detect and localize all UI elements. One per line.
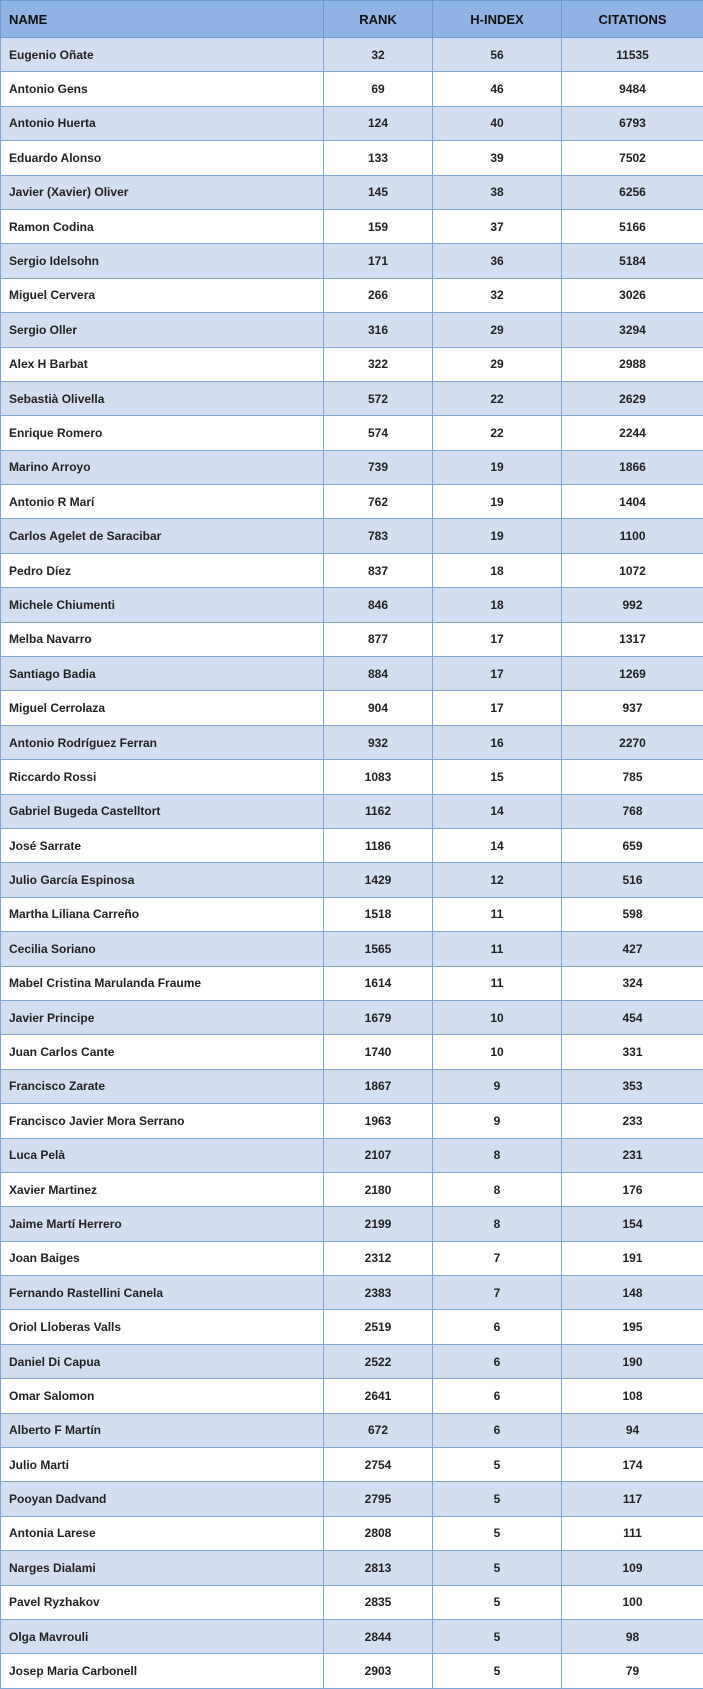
table-row bbox=[1, 691, 703, 725]
cell-rank: 1162 bbox=[324, 794, 433, 828]
cell-name: Antonio Rodríguez Ferran bbox=[1, 725, 324, 759]
cell-name: Marino Arroyo bbox=[1, 450, 324, 484]
cell-hindex: 10 bbox=[433, 1000, 562, 1034]
table-row bbox=[1, 1172, 703, 1206]
cell-citations: 785 bbox=[562, 760, 703, 794]
cell-name: Jaime Martí Herrero bbox=[1, 1207, 324, 1241]
cell-citations: 768 bbox=[562, 794, 703, 828]
table-header bbox=[1, 1, 703, 38]
cell-name: Oriol Lloberas Valls bbox=[1, 1310, 324, 1344]
cell-name: Pooyan Dadvand bbox=[1, 1482, 324, 1516]
cell-name: Santiago Badia bbox=[1, 657, 324, 691]
table-row bbox=[1, 1000, 703, 1034]
table-row bbox=[1, 1482, 703, 1516]
cell-hindex: 36 bbox=[433, 244, 562, 278]
cell-citations: 231 bbox=[562, 1138, 703, 1172]
cell-name: Narges Dialami bbox=[1, 1551, 324, 1585]
cell-hindex: 5 bbox=[433, 1585, 562, 1619]
cell-rank: 2813 bbox=[324, 1551, 433, 1585]
cell-rank: 2312 bbox=[324, 1241, 433, 1275]
table-row bbox=[1, 1654, 703, 1688]
cell-hindex: 22 bbox=[433, 416, 562, 450]
cell-hindex: 8 bbox=[433, 1138, 562, 1172]
table-row bbox=[1, 209, 703, 243]
cell-citations: 6256 bbox=[562, 175, 703, 209]
cell-rank: 2383 bbox=[324, 1276, 433, 1310]
cell-rank: 124 bbox=[324, 106, 433, 140]
cell-name: Joan Baiges bbox=[1, 1241, 324, 1275]
cell-hindex: 5 bbox=[433, 1619, 562, 1653]
cell-citations: 5166 bbox=[562, 209, 703, 243]
cell-citations: 598 bbox=[562, 897, 703, 931]
cell-hindex: 39 bbox=[433, 141, 562, 175]
cell-name: Mabel Cristina Marulanda Fraume bbox=[1, 966, 324, 1000]
cell-name: Daniel Di Capua bbox=[1, 1344, 324, 1378]
table-row bbox=[1, 588, 703, 622]
cell-hindex: 32 bbox=[433, 278, 562, 312]
table-row bbox=[1, 1276, 703, 1310]
cell-hindex: 17 bbox=[433, 622, 562, 656]
cell-name: Sergio Idelsohn bbox=[1, 244, 324, 278]
table-row bbox=[1, 1241, 703, 1275]
cell-citations: 1072 bbox=[562, 553, 703, 587]
cell-name: Antonia Larese bbox=[1, 1516, 324, 1550]
table-row bbox=[1, 863, 703, 897]
cell-citations: 331 bbox=[562, 1035, 703, 1069]
cell-hindex: 8 bbox=[433, 1207, 562, 1241]
cell-rank: 1429 bbox=[324, 863, 433, 897]
cell-name: Gabriel Bugeda Castelltort bbox=[1, 794, 324, 828]
cell-hindex: 18 bbox=[433, 553, 562, 587]
cell-hindex: 37 bbox=[433, 209, 562, 243]
table-row bbox=[1, 553, 703, 587]
cell-name: Javier (Xavier) Oliver bbox=[1, 175, 324, 209]
cell-rank: 1186 bbox=[324, 828, 433, 862]
cell-hindex: 5 bbox=[433, 1551, 562, 1585]
cell-hindex: 22 bbox=[433, 381, 562, 415]
cell-rank: 2835 bbox=[324, 1585, 433, 1619]
cell-name: Carlos Agelet de Saracibar bbox=[1, 519, 324, 553]
cell-name: Melba Navarro bbox=[1, 622, 324, 656]
cell-rank: 133 bbox=[324, 141, 433, 175]
cell-citations: 353 bbox=[562, 1069, 703, 1103]
cell-name: Xavier Martinez bbox=[1, 1172, 324, 1206]
cell-citations: 3294 bbox=[562, 313, 703, 347]
header-citations: CITATIONS bbox=[562, 1, 703, 38]
cell-citations: 659 bbox=[562, 828, 703, 862]
cell-hindex: 17 bbox=[433, 657, 562, 691]
cell-name: Julio Marti bbox=[1, 1448, 324, 1482]
table-row bbox=[1, 347, 703, 381]
table-row bbox=[1, 141, 703, 175]
table-row bbox=[1, 1413, 703, 1447]
cell-citations: 111 bbox=[562, 1516, 703, 1550]
cell-hindex: 17 bbox=[433, 691, 562, 725]
cell-hindex: 8 bbox=[433, 1172, 562, 1206]
cell-name: Javier Principe bbox=[1, 1000, 324, 1034]
cell-citations: 176 bbox=[562, 1172, 703, 1206]
cell-name: Juan Carlos Cante bbox=[1, 1035, 324, 1069]
cell-hindex: 14 bbox=[433, 828, 562, 862]
cell-name: Eduardo Alonso bbox=[1, 141, 324, 175]
table-row bbox=[1, 1344, 703, 1378]
table-row bbox=[1, 1585, 703, 1619]
table-row bbox=[1, 175, 703, 209]
cell-hindex: 11 bbox=[433, 932, 562, 966]
table-row bbox=[1, 278, 703, 312]
table-row bbox=[1, 1448, 703, 1482]
cell-hindex: 9 bbox=[433, 1069, 562, 1103]
cell-hindex: 19 bbox=[433, 519, 562, 553]
cell-hindex: 15 bbox=[433, 760, 562, 794]
cell-citations: 1866 bbox=[562, 450, 703, 484]
cell-citations: 79 bbox=[562, 1654, 703, 1688]
cell-citations: 2629 bbox=[562, 381, 703, 415]
table-row bbox=[1, 725, 703, 759]
cell-rank: 1083 bbox=[324, 760, 433, 794]
cell-rank: 932 bbox=[324, 725, 433, 759]
cell-hindex: 29 bbox=[433, 347, 562, 381]
cell-name: Enrique Romero bbox=[1, 416, 324, 450]
cell-citations: 1317 bbox=[562, 622, 703, 656]
cell-name: José Sarrate bbox=[1, 828, 324, 862]
cell-name: Riccardo Rossi bbox=[1, 760, 324, 794]
cell-rank: 2519 bbox=[324, 1310, 433, 1344]
cell-rank: 159 bbox=[324, 209, 433, 243]
table-row bbox=[1, 38, 703, 72]
cell-citations: 109 bbox=[562, 1551, 703, 1585]
cell-name: Antonio R Marí bbox=[1, 485, 324, 519]
cell-citations: 11535 bbox=[562, 38, 703, 72]
table-row bbox=[1, 519, 703, 553]
table-row bbox=[1, 1516, 703, 1550]
cell-rank: 69 bbox=[324, 72, 433, 106]
cell-name: Martha Liliana Carreño bbox=[1, 897, 324, 931]
table-row bbox=[1, 381, 703, 415]
cell-citations: 937 bbox=[562, 691, 703, 725]
cell-hindex: 29 bbox=[433, 313, 562, 347]
cell-name: Pedro Díez bbox=[1, 553, 324, 587]
cell-citations: 427 bbox=[562, 932, 703, 966]
cell-hindex: 7 bbox=[433, 1276, 562, 1310]
table-row bbox=[1, 1035, 703, 1069]
cell-citations: 454 bbox=[562, 1000, 703, 1034]
cell-citations: 7502 bbox=[562, 141, 703, 175]
table-row bbox=[1, 1069, 703, 1103]
cell-rank: 846 bbox=[324, 588, 433, 622]
cell-rank: 2844 bbox=[324, 1619, 433, 1653]
table-row bbox=[1, 450, 703, 484]
cell-hindex: 56 bbox=[433, 38, 562, 72]
cell-citations: 100 bbox=[562, 1585, 703, 1619]
table-row bbox=[1, 932, 703, 966]
cell-rank: 1679 bbox=[324, 1000, 433, 1034]
cell-hindex: 19 bbox=[433, 450, 562, 484]
cell-rank: 2808 bbox=[324, 1516, 433, 1550]
cell-rank: 1614 bbox=[324, 966, 433, 1000]
cell-rank: 1565 bbox=[324, 932, 433, 966]
cell-rank: 837 bbox=[324, 553, 433, 587]
cell-citations: 195 bbox=[562, 1310, 703, 1344]
cell-name: Fernando Rastellini Canela bbox=[1, 1276, 324, 1310]
cell-rank: 2795 bbox=[324, 1482, 433, 1516]
cell-name: Omar Salomon bbox=[1, 1379, 324, 1413]
cell-hindex: 6 bbox=[433, 1413, 562, 1447]
cell-rank: 266 bbox=[324, 278, 433, 312]
cell-hindex: 6 bbox=[433, 1310, 562, 1344]
cell-hindex: 38 bbox=[433, 175, 562, 209]
cell-name: Olga Mavrouli bbox=[1, 1619, 324, 1653]
cell-rank: 884 bbox=[324, 657, 433, 691]
cell-rank: 322 bbox=[324, 347, 433, 381]
table-row bbox=[1, 897, 703, 931]
header-row bbox=[1, 1, 703, 38]
header-name: NAME bbox=[1, 1, 324, 38]
cell-rank: 2199 bbox=[324, 1207, 433, 1241]
cell-hindex: 11 bbox=[433, 966, 562, 1000]
table-row bbox=[1, 1379, 703, 1413]
cell-citations: 233 bbox=[562, 1104, 703, 1138]
header-rank: RANK bbox=[324, 1, 433, 38]
cell-hindex: 14 bbox=[433, 794, 562, 828]
table-row bbox=[1, 416, 703, 450]
cell-citations: 2270 bbox=[562, 725, 703, 759]
cell-name: Francisco Javier Mora Serrano bbox=[1, 1104, 324, 1138]
cell-hindex: 6 bbox=[433, 1379, 562, 1413]
cell-hindex: 19 bbox=[433, 485, 562, 519]
cell-citations: 154 bbox=[562, 1207, 703, 1241]
cell-citations: 992 bbox=[562, 588, 703, 622]
cell-citations: 2988 bbox=[562, 347, 703, 381]
cell-name: Francisco Zarate bbox=[1, 1069, 324, 1103]
cell-name: Cecilia Soriano bbox=[1, 932, 324, 966]
cell-rank: 2107 bbox=[324, 1138, 433, 1172]
table-row bbox=[1, 1619, 703, 1653]
cell-citations: 516 bbox=[562, 863, 703, 897]
cell-name: Josep Maria Carbonell bbox=[1, 1654, 324, 1688]
cell-rank: 904 bbox=[324, 691, 433, 725]
cell-rank: 574 bbox=[324, 416, 433, 450]
cell-name: Miguel Cerrolaza bbox=[1, 691, 324, 725]
cell-rank: 1740 bbox=[324, 1035, 433, 1069]
table-row bbox=[1, 106, 703, 140]
cell-hindex: 5 bbox=[433, 1654, 562, 1688]
cell-hindex: 7 bbox=[433, 1241, 562, 1275]
cell-citations: 108 bbox=[562, 1379, 703, 1413]
cell-name: Antonio Gens bbox=[1, 72, 324, 106]
cell-name: Antonio Huerta bbox=[1, 106, 324, 140]
header-hindex: H-INDEX bbox=[433, 1, 562, 38]
cell-citations: 324 bbox=[562, 966, 703, 1000]
cell-rank: 2180 bbox=[324, 1172, 433, 1206]
cell-rank: 762 bbox=[324, 485, 433, 519]
cell-rank: 877 bbox=[324, 622, 433, 656]
cell-rank: 145 bbox=[324, 175, 433, 209]
table-row bbox=[1, 1104, 703, 1138]
cell-rank: 1963 bbox=[324, 1104, 433, 1138]
cell-citations: 1100 bbox=[562, 519, 703, 553]
table-row bbox=[1, 1207, 703, 1241]
table-body bbox=[1, 38, 703, 1689]
cell-citations: 148 bbox=[562, 1276, 703, 1310]
table-row bbox=[1, 1310, 703, 1344]
cell-hindex: 18 bbox=[433, 588, 562, 622]
cell-citations: 5184 bbox=[562, 244, 703, 278]
cell-hindex: 16 bbox=[433, 725, 562, 759]
table-row bbox=[1, 966, 703, 1000]
cell-citations: 190 bbox=[562, 1344, 703, 1378]
cell-name: Eugenio Oñate bbox=[1, 38, 324, 72]
cell-rank: 1518 bbox=[324, 897, 433, 931]
table-row bbox=[1, 828, 703, 862]
cell-name: Sergio Oller bbox=[1, 313, 324, 347]
cell-name: Julio García Espinosa bbox=[1, 863, 324, 897]
table-row bbox=[1, 794, 703, 828]
cell-name: Alberto F Martín bbox=[1, 1413, 324, 1447]
table-row bbox=[1, 72, 703, 106]
cell-citations: 94 bbox=[562, 1413, 703, 1447]
cell-rank: 1867 bbox=[324, 1069, 433, 1103]
cell-hindex: 11 bbox=[433, 897, 562, 931]
cell-hindex: 10 bbox=[433, 1035, 562, 1069]
cell-rank: 2522 bbox=[324, 1344, 433, 1378]
cell-citations: 117 bbox=[562, 1482, 703, 1516]
cell-name: Michele Chiumenti bbox=[1, 588, 324, 622]
cell-hindex: 5 bbox=[433, 1516, 562, 1550]
table-row bbox=[1, 1551, 703, 1585]
table-row bbox=[1, 1138, 703, 1172]
table-row bbox=[1, 622, 703, 656]
cell-hindex: 6 bbox=[433, 1344, 562, 1378]
table-row bbox=[1, 244, 703, 278]
cell-rank: 32 bbox=[324, 38, 433, 72]
cell-citations: 3026 bbox=[562, 278, 703, 312]
cell-citations: 6793 bbox=[562, 106, 703, 140]
cell-name: Luca Pelà bbox=[1, 1138, 324, 1172]
cell-citations: 98 bbox=[562, 1619, 703, 1653]
cell-name: Sebastià Olivella bbox=[1, 381, 324, 415]
cell-citations: 2244 bbox=[562, 416, 703, 450]
cell-rank: 783 bbox=[324, 519, 433, 553]
cell-rank: 2754 bbox=[324, 1448, 433, 1482]
cell-name: Ramon Codina bbox=[1, 209, 324, 243]
cell-rank: 316 bbox=[324, 313, 433, 347]
cell-name: Alex H Barbat bbox=[1, 347, 324, 381]
cell-citations: 9484 bbox=[562, 72, 703, 106]
table-row bbox=[1, 485, 703, 519]
table-row bbox=[1, 760, 703, 794]
cell-hindex: 46 bbox=[433, 72, 562, 106]
cell-citations: 191 bbox=[562, 1241, 703, 1275]
cell-name: Miguel Cervera bbox=[1, 278, 324, 312]
cell-rank: 2903 bbox=[324, 1654, 433, 1688]
cell-citations: 1404 bbox=[562, 485, 703, 519]
cell-hindex: 5 bbox=[433, 1448, 562, 1482]
cell-rank: 739 bbox=[324, 450, 433, 484]
cell-hindex: 40 bbox=[433, 106, 562, 140]
cell-rank: 572 bbox=[324, 381, 433, 415]
cell-rank: 672 bbox=[324, 1413, 433, 1447]
cell-rank: 2641 bbox=[324, 1379, 433, 1413]
cell-hindex: 9 bbox=[433, 1104, 562, 1138]
table-row bbox=[1, 657, 703, 691]
cell-citations: 1269 bbox=[562, 657, 703, 691]
cell-citations: 174 bbox=[562, 1448, 703, 1482]
cell-name: Pavel Ryzhakov bbox=[1, 1585, 324, 1619]
cell-rank: 171 bbox=[324, 244, 433, 278]
table-row bbox=[1, 313, 703, 347]
cell-hindex: 12 bbox=[433, 863, 562, 897]
cell-hindex: 5 bbox=[433, 1482, 562, 1516]
